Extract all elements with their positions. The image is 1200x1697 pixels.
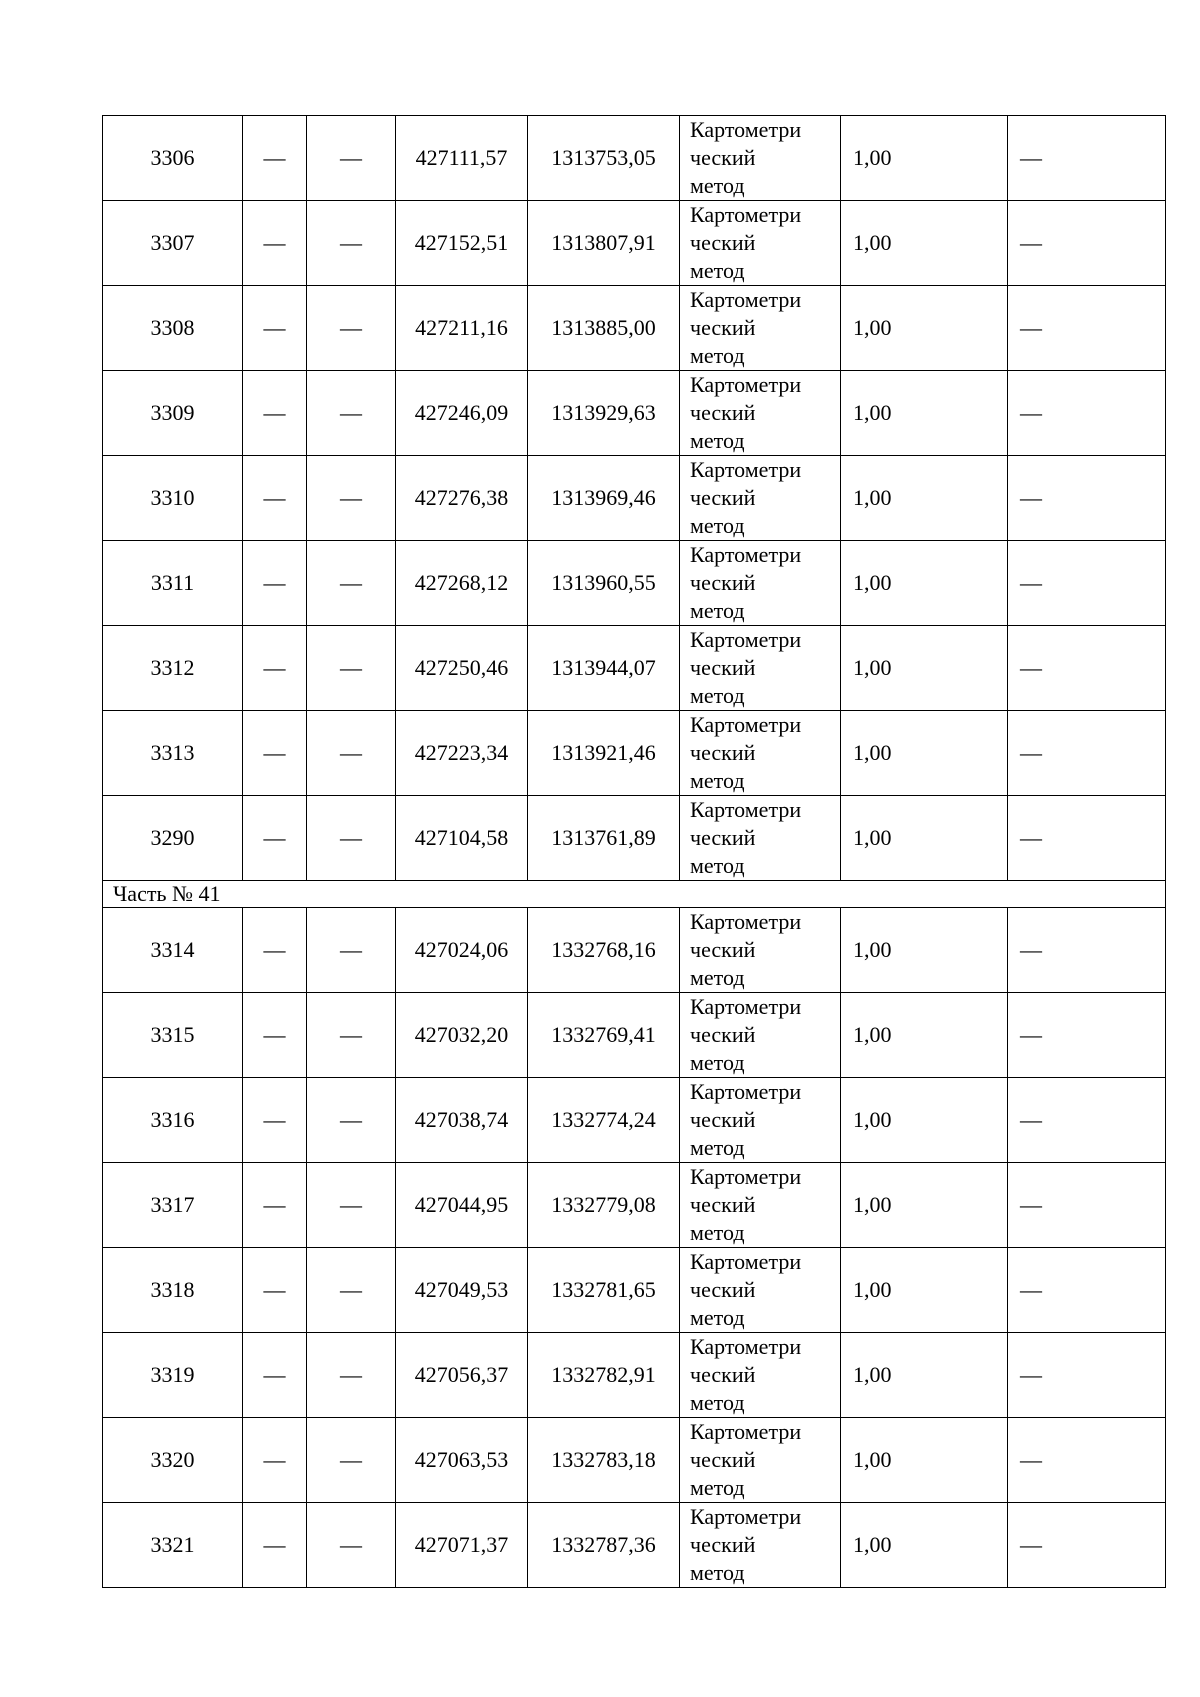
empty-value-cell: — — [243, 1503, 307, 1588]
point-number-cell: 3308 — [103, 286, 243, 371]
coordinate-x-cell: 427071,37 — [396, 1503, 528, 1588]
accuracy-cell: 1,00 — [841, 626, 1008, 711]
method-text-line: ческий — [690, 1277, 756, 1302]
method-cell — [680, 286, 841, 371]
coordinate-x-cell: 427111,57 — [396, 116, 528, 201]
point-number-cell: 3315 — [103, 993, 243, 1078]
table-row — [103, 626, 1166, 711]
method-text-line: метод — [690, 598, 745, 623]
empty-value-cell: — — [1008, 201, 1166, 286]
method-text-line: метод — [690, 513, 745, 538]
method-text-line: ческий — [690, 145, 756, 170]
coordinate-x-cell: 427049,53 — [396, 1248, 528, 1333]
empty-value-cell: — — [243, 1333, 307, 1418]
coordinates-table — [102, 115, 1166, 1588]
coordinate-x-cell: 427063,53 — [396, 1418, 528, 1503]
method-text-line: Картометри — [690, 1164, 802, 1189]
point-number-cell: 3319 — [103, 1333, 243, 1418]
method-cell — [680, 711, 841, 796]
method-text-line: Картометри — [690, 117, 802, 142]
empty-value-cell: — — [307, 541, 396, 626]
accuracy-cell: 1,00 — [841, 456, 1008, 541]
method-text-line: Картометри — [690, 909, 802, 934]
coordinate-x-cell: 427211,16 — [396, 286, 528, 371]
method-text-line: метод — [690, 1560, 745, 1585]
empty-value-cell: — — [307, 1248, 396, 1333]
coordinate-y-cell: 1313929,63 — [528, 371, 680, 456]
point-number-cell: 3316 — [103, 1078, 243, 1163]
method-text-line: метод — [690, 683, 745, 708]
method-text-line: метод — [690, 1305, 745, 1330]
empty-value-cell: — — [307, 1503, 396, 1588]
empty-value-cell: — — [243, 1163, 307, 1248]
coordinate-y-cell: 1332783,18 — [528, 1418, 680, 1503]
table-row — [103, 1163, 1166, 1248]
method-text-line: метод — [690, 1475, 745, 1500]
section-label: Часть № 41 — [103, 881, 1166, 908]
table-row — [103, 541, 1166, 626]
empty-value-cell: — — [1008, 371, 1166, 456]
method-text-line: ческий — [690, 315, 756, 340]
empty-value-cell: — — [1008, 116, 1166, 201]
accuracy-cell: 1,00 — [841, 993, 1008, 1078]
method-text-line: Картометри — [690, 1079, 802, 1104]
method-text-line: ческий — [690, 1107, 756, 1132]
method-cell — [680, 1078, 841, 1163]
table-row — [103, 711, 1166, 796]
coordinate-x-cell: 427250,46 — [396, 626, 528, 711]
accuracy-cell: 1,00 — [841, 371, 1008, 456]
coordinate-y-cell: 1313807,91 — [528, 201, 680, 286]
empty-value-cell: — — [1008, 1163, 1166, 1248]
empty-value-cell: — — [1008, 908, 1166, 993]
empty-value-cell: — — [243, 626, 307, 711]
point-number-cell: 3290 — [103, 796, 243, 881]
table-row — [103, 796, 1166, 881]
empty-value-cell: — — [1008, 1333, 1166, 1418]
point-number-cell: 3321 — [103, 1503, 243, 1588]
table-row — [103, 286, 1166, 371]
empty-value-cell: — — [1008, 711, 1166, 796]
coordinate-y-cell: 1332782,91 — [528, 1333, 680, 1418]
point-number-cell: 3306 — [103, 116, 243, 201]
empty-value-cell: — — [1008, 796, 1166, 881]
coordinate-y-cell: 1313761,89 — [528, 796, 680, 881]
empty-value-cell: — — [1008, 286, 1166, 371]
empty-value-cell: — — [307, 1078, 396, 1163]
method-text-line: Картометри — [690, 1249, 802, 1274]
accuracy-cell: 1,00 — [841, 1078, 1008, 1163]
point-number-cell: 3318 — [103, 1248, 243, 1333]
method-text-line: ческий — [690, 1192, 756, 1217]
coordinate-x-cell: 427104,58 — [396, 796, 528, 881]
empty-value-cell: — — [307, 626, 396, 711]
point-number-cell: 3313 — [103, 711, 243, 796]
method-text-line: ческий — [690, 825, 756, 850]
empty-value-cell: — — [243, 796, 307, 881]
method-cell — [680, 116, 841, 201]
table-row — [103, 1418, 1166, 1503]
method-text-line: Картометри — [690, 457, 802, 482]
method-text-line: Картометри — [690, 1419, 802, 1444]
empty-value-cell: — — [307, 116, 396, 201]
method-text-line: ческий — [690, 1022, 756, 1047]
method-text-line: метод — [690, 343, 745, 368]
method-cell — [680, 796, 841, 881]
coordinate-x-cell: 427056,37 — [396, 1333, 528, 1418]
point-number-cell: 3314 — [103, 908, 243, 993]
method-cell — [680, 908, 841, 993]
method-text-line: метод — [690, 1390, 745, 1415]
empty-value-cell: — — [243, 1418, 307, 1503]
method-cell — [680, 1248, 841, 1333]
method-text-line: Картометри — [690, 712, 802, 737]
method-text-line: ческий — [690, 485, 756, 510]
table-row — [103, 1078, 1166, 1163]
table-row — [103, 908, 1166, 993]
accuracy-cell: 1,00 — [841, 201, 1008, 286]
method-text-line: ческий — [690, 570, 756, 595]
table-row — [103, 1333, 1166, 1418]
accuracy-cell: 1,00 — [841, 711, 1008, 796]
accuracy-cell: 1,00 — [841, 1503, 1008, 1588]
empty-value-cell: — — [243, 1248, 307, 1333]
point-number-cell: 3310 — [103, 456, 243, 541]
coordinate-y-cell: 1332779,08 — [528, 1163, 680, 1248]
coordinate-y-cell: 1332781,65 — [528, 1248, 680, 1333]
point-number-cell: 3320 — [103, 1418, 243, 1503]
method-text-line: Картометри — [690, 797, 802, 822]
empty-value-cell: — — [243, 201, 307, 286]
empty-value-cell: — — [243, 993, 307, 1078]
empty-value-cell: — — [1008, 626, 1166, 711]
empty-value-cell: — — [307, 993, 396, 1078]
coordinate-y-cell: 1332774,24 — [528, 1078, 680, 1163]
coordinate-x-cell: 427032,20 — [396, 993, 528, 1078]
coordinate-x-cell: 427276,38 — [396, 456, 528, 541]
empty-value-cell: — — [307, 796, 396, 881]
empty-value-cell: — — [307, 201, 396, 286]
method-cell — [680, 456, 841, 541]
point-number-cell: 3307 — [103, 201, 243, 286]
empty-value-cell: — — [243, 456, 307, 541]
empty-value-cell: — — [307, 1333, 396, 1418]
accuracy-cell: 1,00 — [841, 1418, 1008, 1503]
empty-value-cell: — — [243, 116, 307, 201]
accuracy-cell: 1,00 — [841, 286, 1008, 371]
coordinate-x-cell: 427024,06 — [396, 908, 528, 993]
empty-value-cell: — — [1008, 541, 1166, 626]
coordinate-x-cell: 427223,34 — [396, 711, 528, 796]
method-text-line: Картометри — [690, 1504, 802, 1529]
table-row — [103, 993, 1166, 1078]
method-text-line: метод — [690, 258, 745, 283]
empty-value-cell: — — [307, 456, 396, 541]
coordinate-y-cell: 1313944,07 — [528, 626, 680, 711]
method-text-line: Картометри — [690, 287, 802, 312]
accuracy-cell: 1,00 — [841, 1163, 1008, 1248]
empty-value-cell: — — [243, 286, 307, 371]
method-text-line: метод — [690, 1050, 745, 1075]
empty-value-cell: — — [307, 286, 396, 371]
table-body — [103, 116, 1166, 1588]
method-text-line: ческий — [690, 1362, 756, 1387]
empty-value-cell: — — [307, 1418, 396, 1503]
empty-value-cell: — — [243, 1078, 307, 1163]
table-row — [103, 371, 1166, 456]
accuracy-cell: 1,00 — [841, 1333, 1008, 1418]
empty-value-cell: — — [1008, 1418, 1166, 1503]
method-text-line: Картометри — [690, 627, 802, 652]
table-row — [103, 456, 1166, 541]
table-row — [103, 1248, 1166, 1333]
coordinate-x-cell: 427268,12 — [396, 541, 528, 626]
table-row — [103, 201, 1166, 286]
coordinate-x-cell: 427152,51 — [396, 201, 528, 286]
empty-value-cell: — — [243, 711, 307, 796]
method-cell — [680, 371, 841, 456]
method-text-line: метод — [690, 1135, 745, 1160]
table-row — [103, 116, 1166, 201]
method-text-line: метод — [690, 965, 745, 990]
method-text-line: ческий — [690, 230, 756, 255]
table-row — [103, 1503, 1166, 1588]
method-cell — [680, 1418, 841, 1503]
empty-value-cell: — — [307, 711, 396, 796]
method-cell — [680, 1503, 841, 1588]
empty-value-cell: — — [1008, 1503, 1166, 1588]
method-text-line: ческий — [690, 937, 756, 962]
method-text-line: метод — [690, 1220, 745, 1245]
empty-value-cell: — — [243, 541, 307, 626]
method-text-line: ческий — [690, 1532, 756, 1557]
point-number-cell: 3309 — [103, 371, 243, 456]
method-cell — [680, 626, 841, 711]
method-text-line: метод — [690, 428, 745, 453]
accuracy-cell: 1,00 — [841, 908, 1008, 993]
coordinate-y-cell: 1313969,46 — [528, 456, 680, 541]
method-cell — [680, 541, 841, 626]
point-number-cell: 3311 — [103, 541, 243, 626]
coordinate-y-cell: 1332768,16 — [528, 908, 680, 993]
method-cell — [680, 201, 841, 286]
method-text-line: Картометри — [690, 202, 802, 227]
method-text-line: метод — [690, 173, 745, 198]
method-cell — [680, 1333, 841, 1418]
empty-value-cell: — — [243, 371, 307, 456]
empty-value-cell: — — [1008, 993, 1166, 1078]
method-text-line: ческий — [690, 400, 756, 425]
point-number-cell: 3317 — [103, 1163, 243, 1248]
empty-value-cell: — — [307, 371, 396, 456]
empty-value-cell: — — [307, 908, 396, 993]
coordinate-y-cell: 1332769,41 — [528, 993, 680, 1078]
method-text-line: Картометри — [690, 542, 802, 567]
coordinate-x-cell: 427044,95 — [396, 1163, 528, 1248]
empty-value-cell: — — [1008, 1078, 1166, 1163]
method-text-line: метод — [690, 853, 745, 878]
coordinate-y-cell: 1332787,36 — [528, 1503, 680, 1588]
empty-value-cell: — — [1008, 1248, 1166, 1333]
accuracy-cell: 1,00 — [841, 796, 1008, 881]
method-text-line: ческий — [690, 1447, 756, 1472]
accuracy-cell: 1,00 — [841, 1248, 1008, 1333]
coordinate-y-cell: 1313885,00 — [528, 286, 680, 371]
coordinate-y-cell: 1313960,55 — [528, 541, 680, 626]
coordinate-y-cell: 1313921,46 — [528, 711, 680, 796]
accuracy-cell: 1,00 — [841, 541, 1008, 626]
accuracy-cell: 1,00 — [841, 116, 1008, 201]
method-text-line: метод — [690, 768, 745, 793]
empty-value-cell: — — [243, 908, 307, 993]
method-cell — [680, 993, 841, 1078]
section-header-row — [103, 881, 1166, 908]
empty-value-cell: — — [1008, 456, 1166, 541]
method-text-line: Картометри — [690, 372, 802, 397]
point-number-cell: 3312 — [103, 626, 243, 711]
method-text-line: Картометри — [690, 1334, 802, 1359]
method-text-line: ческий — [690, 740, 756, 765]
method-text-line: ческий — [690, 655, 756, 680]
coordinate-x-cell: 427246,09 — [396, 371, 528, 456]
empty-value-cell: — — [307, 1163, 396, 1248]
coordinate-x-cell: 427038,74 — [396, 1078, 528, 1163]
method-cell — [680, 1163, 841, 1248]
method-text-line: Картометри — [690, 994, 802, 1019]
coordinate-y-cell: 1313753,05 — [528, 116, 680, 201]
